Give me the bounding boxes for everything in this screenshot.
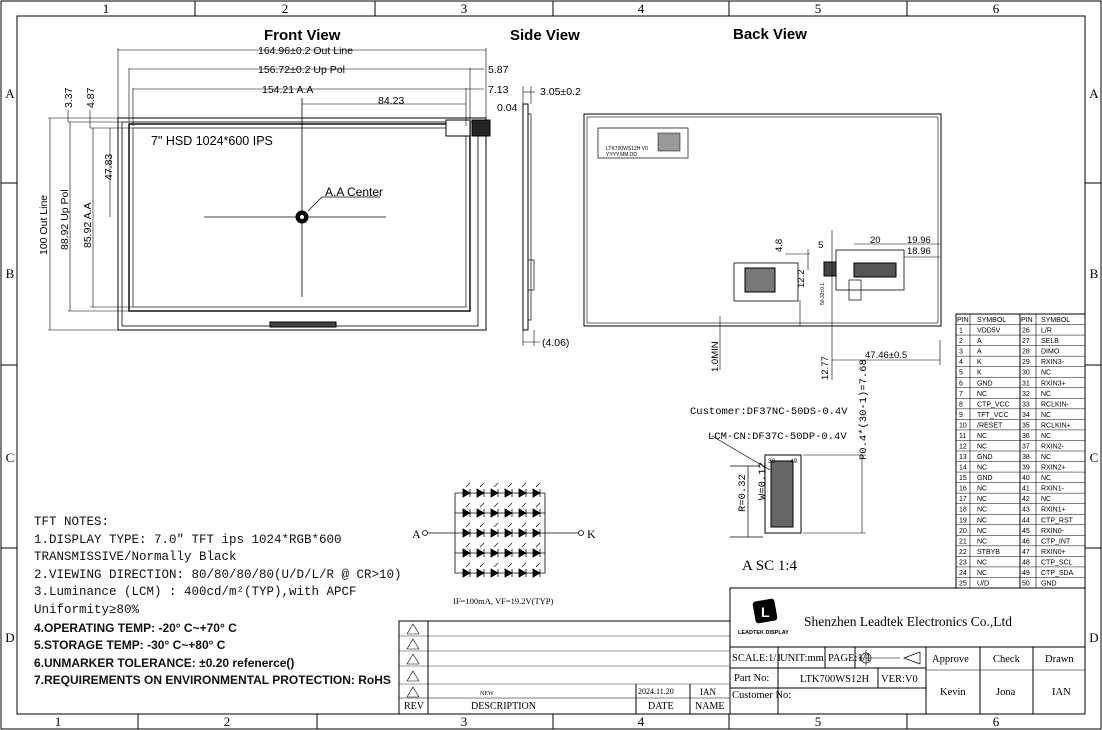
back-label-line1: LTK700WS12H V0 (606, 146, 648, 152)
led-diode-icon (491, 489, 498, 497)
pin-number: 5 (959, 369, 963, 377)
pin-symbol: NC (1041, 475, 1052, 483)
pin-number: 9 (959, 411, 963, 419)
col-label-top: 4 (637, 1, 645, 16)
pin-number: 45 (1022, 527, 1030, 535)
pin-number: 3 (959, 348, 963, 356)
version: VER:V0 (881, 674, 918, 685)
led-diode-icon (463, 529, 470, 537)
dim-4-8: 4.8 (774, 238, 785, 252)
lcm-connector: LCM-CN:DF37C-50DP-0.4V (708, 431, 847, 443)
col-label-top: 3 (460, 1, 468, 16)
revision-date: 2024.11.20 (638, 687, 674, 696)
check-header: Check (993, 654, 1020, 665)
note-uniformity: Uniformity≥80% (34, 602, 140, 617)
side-view-title: Side View (510, 27, 580, 44)
pin-number: 36 (1022, 432, 1030, 440)
pin-symbol: GND (977, 380, 993, 388)
pin-number: 46 (1022, 538, 1030, 546)
pin-number: 17 (959, 496, 967, 504)
pin-number: 43 (1022, 506, 1030, 514)
pin-number: 14 (959, 464, 967, 472)
back-label-line2: YYYY.MM.DD (606, 152, 638, 158)
pin-number: 7 (959, 390, 963, 398)
row-label-right: D (1089, 630, 1099, 645)
pin-symbol: GND (977, 475, 993, 483)
pin-symbol: RXIN2- (1041, 443, 1064, 451)
tft-notes (34, 514, 402, 690)
led-diode-icon (533, 529, 540, 537)
pin-symbol: NC (977, 443, 988, 451)
led-diode-icon (463, 489, 470, 497)
dim-19-96: 19.96 (907, 235, 931, 246)
pin-number: 25 (959, 580, 967, 588)
pin-number: 26 (1022, 327, 1030, 335)
led-diode-icon (491, 509, 498, 517)
col-label-bottom: 3 (460, 714, 468, 729)
col-label-bottom: 2 (223, 714, 231, 729)
pin-number: 30 (1022, 369, 1030, 377)
dim-aa-height: 85.92 A.A (82, 202, 94, 248)
led-diode-icon (519, 569, 526, 577)
pin-number: 31 (1022, 380, 1030, 388)
pin-number: 16 (959, 485, 967, 493)
note-rohs: 7.REQUIREMENTS ON ENVIRONMENTAL PROTECTION: RoHS (34, 673, 391, 688)
dim-7-13: 7.13 (488, 84, 509, 96)
pin-symbol: RXIN0+ (1041, 548, 1066, 556)
pin-symbol: RXIN3- (1041, 359, 1064, 367)
led-diode-icon (533, 489, 540, 497)
pitch-dim: P0.4*(30-1)=7.68 (858, 359, 870, 460)
pin-symbol: STBYB (977, 548, 1000, 556)
scale-cell: SCALE:1/1 (732, 653, 782, 664)
pin-30-label: 30 (768, 458, 776, 465)
pin-symbol: NC (1041, 390, 1052, 398)
pin-symbol: CTP_INT (1041, 538, 1071, 546)
dim-47-83: 47.83 (103, 153, 115, 180)
dim-47-46: 47.46±0.5 (865, 350, 908, 361)
dim-3-37: 3.37 (63, 87, 75, 108)
pin-symbol: GND (977, 454, 993, 462)
revision-name: IAN (700, 687, 716, 697)
drawn-header: Drawn (1045, 654, 1074, 665)
note-tolerance: 6.UNMARKER TOLERANCE: ±0.20 refenerce() (34, 655, 295, 670)
led-diode-icon (519, 489, 526, 497)
dim-1-0-min: 1.0MIN (710, 341, 721, 372)
note-display-type: 1.DISPLAY TYPE: 7.0" TFT ips 1024*RGB*600 (34, 532, 342, 547)
pin-symbol: DIMO (1041, 348, 1060, 356)
pin-symbol: /RESET (977, 422, 1003, 430)
pin-symbol: NC (977, 538, 988, 546)
svg-text:LEADTEK DISPLAY: LEADTEK DISPLAY (738, 630, 789, 636)
back-view-title: Back View (733, 26, 807, 43)
col-label-top: 5 (814, 1, 822, 16)
pin-number: 11 (959, 432, 967, 440)
led-note: IF=100mA, VF=19.2V(TYP) (453, 596, 554, 606)
dim-w-0-12: W=0.12 (757, 462, 769, 500)
date-header: DATE (648, 701, 674, 712)
pin-symbol: CTP_RST (1041, 517, 1073, 525)
pin-symbol: CTP_VCC (977, 401, 1010, 409)
pin-symbol: NC (977, 527, 988, 535)
dim-4-06: (4.06) (542, 337, 570, 349)
note-viewing-direction: 2.VIEWING DIRECTION: 80/80/80/80(U/D/L/R @ CR>10) (34, 567, 402, 582)
pin-number: 8 (959, 401, 963, 409)
display-label: 7" HSD 1024*600 IPS (151, 134, 273, 148)
pin-number: 6 (959, 380, 963, 388)
row-label-left: C (5, 450, 15, 465)
col-label-bottom: 4 (637, 714, 645, 729)
pin-49-label: 49 (790, 458, 798, 465)
pin-symbol: NC (1041, 411, 1052, 419)
pin-number: 20 (959, 527, 967, 535)
led-diode-icon (477, 489, 484, 497)
led-anode-label: A (412, 527, 421, 541)
pin-symbol: NC (977, 506, 988, 514)
dim-small: 50.32±0.1 (820, 282, 826, 305)
row-label-right: B (1089, 266, 1099, 281)
led-diode-icon (519, 509, 526, 517)
pin-number: 2 (959, 338, 963, 346)
note-transmissive: TRANSMISSIVE/Normally Black (34, 550, 237, 565)
led-diode-icon (463, 549, 470, 557)
checker-name: Jona (996, 687, 1016, 698)
pin-number: 10 (959, 422, 967, 430)
pin-symbol: NC (977, 485, 988, 493)
col-label-bottom: 6 (992, 714, 1000, 729)
led-diode-icon (505, 509, 512, 517)
dim-5: 5 (818, 240, 824, 251)
led-diode-icon (491, 549, 498, 557)
led-diode-icon (505, 569, 512, 577)
pin-symbol: RXIN0- (1041, 527, 1064, 535)
dim-0-04: 0.04 (497, 102, 518, 114)
pin-number: 4 (959, 359, 963, 367)
pin-symbol: RXIN2+ (1041, 464, 1066, 472)
led-diode-icon (477, 509, 484, 517)
pin-number: 48 (1022, 559, 1030, 567)
pin-symbol: U/D (977, 580, 990, 588)
dim-up-pol-width: 156.72±0.2 Up Pol (258, 64, 345, 76)
pin-symbol: L/R (1041, 327, 1052, 335)
pin-number: 49 (1022, 569, 1030, 577)
led-diode-icon (533, 549, 540, 557)
pin-number: 23 (959, 559, 967, 567)
pin-number: 24 (959, 569, 967, 577)
leadtek-logo (738, 598, 789, 636)
customer-no-label: Customer No: (732, 690, 792, 701)
led-diagram (423, 483, 584, 577)
dim-out-line-width: 164.96±0.2 Out Line (258, 45, 354, 57)
dim-half-width: 84.23 (378, 95, 405, 107)
pin-symbol: GND (1041, 580, 1057, 588)
pin-symbol: RXIN3+ (1041, 380, 1066, 388)
revision-desc: NEW (480, 691, 494, 697)
pin-number: 22 (959, 548, 967, 556)
notes-title: TFT NOTES: (34, 515, 110, 529)
aa-center-label: A.A Center (325, 185, 384, 199)
pin-number: 28 (1022, 348, 1030, 356)
col-label-bottom: 5 (814, 714, 822, 729)
unit-cell: UNIT:mm (780, 653, 824, 664)
pin-symbol: RXIN1- (1041, 485, 1064, 493)
pin-number: 18 (959, 506, 967, 514)
revision-block (399, 621, 730, 714)
led-diode-icon (463, 509, 470, 517)
pin-symbol: NC (977, 496, 988, 504)
pin-symbol: K (977, 359, 982, 367)
dim-out-line-height: 100 Out Line (38, 194, 50, 255)
symbol-header: SYMBOL (977, 317, 1007, 325)
pin-symbol: TFT_VCC (977, 411, 1009, 419)
pin-symbol: NC (977, 559, 988, 567)
pin-symbol: NC (977, 569, 988, 577)
page-cell: PAGE:1/1 (828, 653, 871, 664)
pin-number: 42 (1022, 496, 1030, 504)
led-diode-icon (477, 529, 484, 537)
pin-symbol: NC (977, 517, 988, 525)
led-diode-icon (505, 549, 512, 557)
approve-header: Approve (932, 654, 969, 665)
led-diode-icon (505, 489, 512, 497)
pin-symbol: RCLKIN+ (1041, 422, 1071, 430)
led-cathode-label: K (587, 527, 596, 541)
pin-number: 44 (1022, 517, 1030, 525)
led-diode-icon (491, 569, 498, 577)
pin-header: PIN (957, 317, 969, 325)
row-label-left: B (5, 266, 15, 281)
dim-12-2: 12.2 (796, 269, 807, 288)
dim-18-96: 18.96 (907, 246, 931, 257)
led-diode-icon (519, 549, 526, 557)
dim-r-0-32: R=0.32 (737, 474, 749, 512)
pin-symbol: NC (1041, 496, 1052, 504)
pin-symbol: NC (977, 464, 988, 472)
company-name: Shenzhen Leadtek Electronics Co.,Ltd (804, 614, 1013, 629)
dim-5-87: 5.87 (488, 64, 509, 76)
led-diode-icon (477, 569, 484, 577)
dim-up-pol-height: 88.92 Up Pol (59, 189, 71, 250)
led-diode-icon (519, 529, 526, 537)
part-no-label: Part No: (734, 673, 770, 684)
led-diode-icon (505, 529, 512, 537)
pin-number: 41 (1022, 485, 1030, 493)
rev-header: REV (404, 701, 424, 712)
pin-symbol: NC (1041, 369, 1052, 377)
pin-number: 27 (1022, 338, 1030, 346)
side-view (523, 86, 540, 346)
row-label-right: C (1089, 450, 1099, 465)
pin-number: 34 (1022, 411, 1030, 419)
pin-symbol: VDD5V (977, 327, 1001, 335)
pin-number: 50 (1022, 580, 1030, 588)
pin-number: 29 (1022, 359, 1030, 367)
note-luminance: 3.Luminance (LCM) : 400cd/m²(TYP),with APCF (34, 585, 357, 600)
pin-number: 38 (1022, 454, 1030, 462)
customer-connector: Customer:DF37NC-50DS-0.4V (690, 406, 848, 418)
pin-number: 15 (959, 475, 967, 483)
led-diode-icon (463, 569, 470, 577)
name-header: NAME (695, 701, 725, 712)
led-diode-icon (477, 549, 484, 557)
pin-symbol: CTP_SDA (1041, 569, 1074, 577)
pin-number: 40 (1022, 475, 1030, 483)
pin-symbol: NC (1041, 432, 1052, 440)
pin-symbol: RCLKIN- (1041, 401, 1070, 409)
revision-triangles (407, 624, 419, 697)
pin-symbol: SELB (1041, 338, 1059, 346)
svg-text:L: L (761, 604, 770, 620)
pin-number: 33 (1022, 401, 1030, 409)
part-no: LTK700WS12H (800, 674, 870, 685)
pin-header: PIN (1021, 317, 1033, 325)
pin-number: 37 (1022, 443, 1030, 451)
note-operating-temp: 4.OPERATING TEMP: -20° C~+70° C (34, 620, 237, 635)
pin-number: 47 (1022, 548, 1030, 556)
pin-number: 35 (1022, 422, 1030, 430)
dim-12-77: 12.77 (820, 356, 831, 380)
pin-symbol: A (977, 338, 982, 346)
row-label-left: D (5, 630, 15, 645)
col-label-top: 1 (102, 1, 110, 16)
dim-20: 20 (870, 235, 881, 246)
led-diode-icon (491, 529, 498, 537)
dim-thickness: 3.05±0.2 (540, 86, 581, 98)
row-label-right: A (1089, 86, 1099, 101)
approver-name: Kevin (940, 687, 966, 698)
pin-symbol: RXIN1+ (1041, 506, 1066, 514)
pin-number: 1 (959, 327, 963, 335)
led-diode-icon (533, 509, 540, 517)
pin-symbol: CTP_SCL (1041, 559, 1073, 567)
pin-number: 39 (1022, 464, 1030, 472)
pin-symbol: NC (977, 390, 988, 398)
pin-symbol: K (977, 369, 982, 377)
pin-table (956, 314, 1085, 588)
back-view (584, 114, 941, 380)
dim-aa-width: 154.21 A.A (262, 84, 314, 96)
symbol-header: SYMBOL (1041, 317, 1071, 325)
col-label-bottom: 1 (54, 714, 62, 729)
pin-symbol: NC (1041, 454, 1052, 462)
scale-note: A SC 1:4 (742, 558, 798, 574)
dim-4-87: 4.87 (85, 87, 97, 108)
pin-number: 19 (959, 517, 967, 525)
pin-number: 12 (959, 443, 967, 451)
col-label-top: 6 (992, 1, 1000, 16)
front-view-title: Front View (264, 27, 341, 44)
row-label-left: A (5, 86, 15, 101)
pin-symbol: A (977, 348, 982, 356)
connector-detail (712, 436, 866, 537)
pin-number: 32 (1022, 390, 1030, 398)
led-diode-icon (533, 569, 540, 577)
col-label-top: 2 (281, 1, 289, 16)
description-header: DESCRIPTION (471, 701, 537, 712)
pin-symbol: NC (977, 432, 988, 440)
pin-number: 13 (959, 454, 967, 462)
pin-number: 21 (959, 538, 967, 546)
note-storage-temp: 5.STORAGE TEMP: -30° C~+80° C (34, 638, 226, 653)
drawer-name: IAN (1052, 687, 1071, 698)
